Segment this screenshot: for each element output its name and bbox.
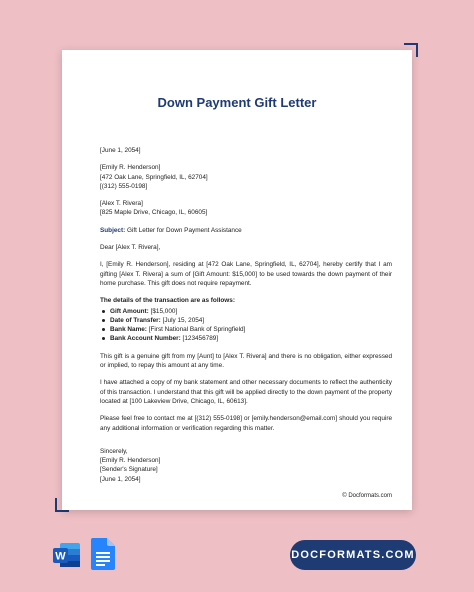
letter-title: Down Payment Gift Letter <box>157 95 317 110</box>
letter-date <box>100 146 392 155</box>
date-line: [June 1, 2054] <box>100 147 141 154</box>
closing-name: [Emily R. Henderson] <box>100 457 161 465</box>
subject-line <box>100 226 392 235</box>
recipient-address: [825 Maple Drive, Chicago, IL, 60605] <box>100 209 208 217</box>
sender-name: [Emily R. Henderson] <box>100 164 161 172</box>
docformats-site-button[interactable]: DOCFORMATS.COM <box>290 540 416 570</box>
word-icon[interactable] <box>52 540 82 570</box>
list-item: Date of Transfer: [July 15, 2054] <box>100 316 392 325</box>
closing-signature: [Sender's Signature] <box>100 466 158 474</box>
subject-text: Gift Letter for Down Payment Assistance <box>125 226 242 234</box>
list-item: Bank Name: [First National Bank of Springfield] <box>100 325 392 334</box>
details-list <box>100 307 392 344</box>
sender-block <box>100 163 392 191</box>
genuine-gift-paragraph: This gift is a genuine gift from my [Aunt] to [Alex T. Rivera] and there is no obligation, either expressed or implied, to repay this amount at any time. <box>100 352 392 370</box>
sender-address: [472 Oak Lane, Springfield, IL, 62704] <box>100 173 208 181</box>
subject-label: Subject: <box>100 226 126 234</box>
list-item: Gift Amount: [$15,000] <box>100 307 392 316</box>
letter-page <box>62 50 412 510</box>
closing-block <box>100 447 392 484</box>
watermark: © Docformats.com <box>342 492 392 499</box>
closing-date: [June 1, 2054] <box>100 475 141 483</box>
salutation: Dear [Alex T. Rivera], <box>100 244 161 252</box>
google-docs-icon[interactable] <box>91 538 115 570</box>
contact-paragraph: Please feel free to contact me at [(312) 555-0198] or [emily.henderson@email.com] should you require any additional information or verification regarding this matter. <box>100 415 392 432</box>
recipient-name: [Alex T. Rivera] <box>100 200 143 208</box>
intro-paragraph: I, [Emily R. Henderson], residing at [472 Oak Lane, Springfield, IL, 62704], hereby certify that I am gifting [Alex T. Rivera] a sum of [Gift Amount: $15,000] to be used towards the down payment of their home purchase. This gift does not require repayment. <box>100 261 392 287</box>
details-heading: The details of the transaction are as follows: <box>100 297 235 305</box>
recipient-block <box>100 199 392 218</box>
closing-salutation: Sincerely, <box>100 447 128 455</box>
sender-phone: [(312) 555-0198] <box>100 182 148 190</box>
word-icon-letter: W <box>55 550 66 563</box>
attachments-paragraph: I have attached a copy of my bank statement and other necessary documents to reflect the authenticity of this transaction. I understand that this gift will be applied directly to the down payment of the property located at [100 Lakeview Drive, Chicago, IL, 60613]. <box>100 379 392 405</box>
list-item: Bank Account Number: [123456789] <box>100 334 392 343</box>
letter-body <box>100 146 392 484</box>
